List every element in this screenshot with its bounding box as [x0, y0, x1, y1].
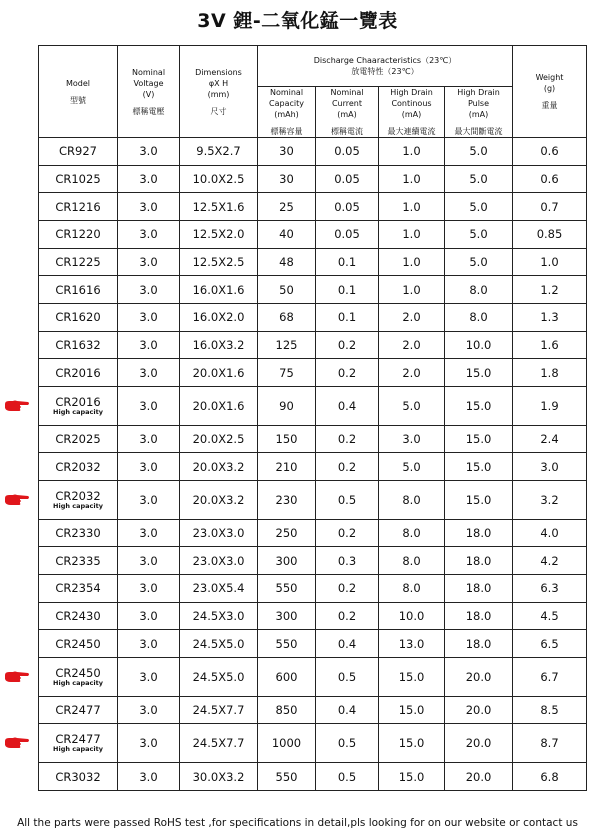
- capacity-cell: 25: [258, 193, 316, 221]
- current-cell: 0.2: [316, 331, 379, 359]
- table-row: [39, 724, 587, 763]
- continuous-cell: 1.0: [379, 248, 445, 276]
- table-row: [39, 696, 587, 724]
- table-body: [39, 138, 587, 791]
- column-header-en-line: Weight: [535, 73, 564, 82]
- continuous-cell: 5.0: [379, 386, 445, 425]
- dimensions-cell: 24.5X3.0: [180, 602, 258, 630]
- current-cell: 0.1: [316, 248, 379, 276]
- capacity-cell: 550: [258, 575, 316, 603]
- discharge-group-header: [258, 46, 513, 87]
- weight-cell: 0.7: [513, 193, 587, 221]
- table-row: [39, 547, 587, 575]
- capacity-cell: 300: [258, 602, 316, 630]
- continuous-cell: 2.0: [379, 359, 445, 387]
- table-row: [39, 480, 587, 519]
- column-header-en-line: Capacity: [269, 99, 304, 108]
- voltage-cell: 3.0: [118, 303, 180, 331]
- table-row: [39, 657, 587, 696]
- column-header-zh: 尺寸: [210, 106, 227, 116]
- voltage-cell: 3.0: [118, 220, 180, 248]
- column-header-en-line: Current: [331, 99, 363, 108]
- capacity-cell: 550: [258, 763, 316, 791]
- column-header-voltage: [118, 46, 180, 138]
- current-cell: 0.1: [316, 276, 379, 304]
- weight-cell: 6.8: [513, 763, 587, 791]
- dimensions-cell: 23.0X3.0: [180, 519, 258, 547]
- pulse-cell: 18.0: [445, 547, 513, 575]
- table-row: [39, 453, 587, 481]
- current-cell: 0.2: [316, 519, 379, 547]
- table-row: [39, 248, 587, 276]
- weight-cell: 1.0: [513, 248, 587, 276]
- table-header: [39, 46, 587, 138]
- model-name: CR2032: [55, 488, 101, 503]
- column-header-en-line: (mA): [468, 110, 489, 119]
- dimensions-cell: 24.5X7.7: [180, 724, 258, 763]
- capacity-cell: 50: [258, 276, 316, 304]
- dimensions-cell: 12.5X1.6: [180, 193, 258, 221]
- voltage-cell: 3.0: [118, 193, 180, 221]
- model-name: CR2032: [55, 459, 101, 474]
- current-cell: 0.2: [316, 425, 379, 453]
- pulse-cell: 15.0: [445, 453, 513, 481]
- model-name: CR1632: [55, 337, 101, 352]
- table-row: [39, 303, 587, 331]
- continuous-cell: 8.0: [379, 575, 445, 603]
- voltage-cell: 3.0: [118, 602, 180, 630]
- model-cell: [39, 331, 118, 359]
- column-header-en-line: Nominal: [330, 88, 364, 97]
- weight-cell: 8.5: [513, 696, 587, 724]
- weight-cell: 3.2: [513, 480, 587, 519]
- dimensions-cell: 9.5X2.7: [180, 138, 258, 166]
- weight-cell: 0.85: [513, 220, 587, 248]
- model-cell: [39, 276, 118, 304]
- model-name: CR2335: [55, 553, 101, 568]
- model-cell: [39, 657, 118, 696]
- voltage-cell: 3.0: [118, 359, 180, 387]
- weight-cell: 3.0: [513, 453, 587, 481]
- model-cell: [39, 425, 118, 453]
- continuous-cell: 15.0: [379, 696, 445, 724]
- header-row-group: [39, 46, 587, 87]
- column-header-zh: 型號: [70, 95, 86, 105]
- continuous-cell: 1.0: [379, 276, 445, 304]
- voltage-cell: 3.0: [118, 480, 180, 519]
- model-name: CR2430: [55, 608, 101, 623]
- pointing-hand-icon: [4, 670, 30, 684]
- current-cell: 0.2: [316, 602, 379, 630]
- model-name: CR2025: [55, 431, 101, 446]
- model-cell: [39, 519, 118, 547]
- pulse-cell: 15.0: [445, 386, 513, 425]
- pulse-cell: 20.0: [445, 657, 513, 696]
- model-cell: [39, 696, 118, 724]
- column-header-zh: 標稱電壓: [132, 106, 165, 116]
- column-header-en-line: Nominal: [131, 67, 166, 77]
- discharge-group-header-zh: 放電特性（23℃）: [351, 67, 419, 76]
- dimensions-cell: 24.5X5.0: [180, 630, 258, 658]
- voltage-cell: 3.0: [118, 575, 180, 603]
- dimensions-cell: 24.5X5.0: [180, 657, 258, 696]
- continuous-cell: 13.0: [379, 630, 445, 658]
- column-header-en-line: Continous: [391, 99, 432, 108]
- table-row: [39, 193, 587, 221]
- table-row: [39, 575, 587, 603]
- continuous-cell: 15.0: [379, 724, 445, 763]
- column-header-pulse: [445, 87, 513, 138]
- model-note: High capacity: [53, 745, 103, 754]
- dimensions-cell: 30.0X3.2: [180, 763, 258, 791]
- model-cell: [39, 630, 118, 658]
- model-cell: [39, 248, 118, 276]
- voltage-cell: 3.0: [118, 547, 180, 575]
- dimensions-cell: 20.0X3.2: [180, 480, 258, 519]
- table-row: [39, 630, 587, 658]
- weight-cell: 4.0: [513, 519, 587, 547]
- capacity-cell: 30: [258, 138, 316, 166]
- current-cell: 0.2: [316, 453, 379, 481]
- model-name: CR1616: [55, 282, 101, 297]
- current-cell: 0.05: [316, 165, 379, 193]
- model-name: CR2354: [55, 581, 101, 596]
- pulse-cell: 5.0: [445, 138, 513, 166]
- capacity-cell: 550: [258, 630, 316, 658]
- pulse-cell: 8.0: [445, 303, 513, 331]
- pulse-cell: 18.0: [445, 630, 513, 658]
- capacity-cell: 230: [258, 480, 316, 519]
- pulse-cell: 8.0: [445, 276, 513, 304]
- weight-cell: 4.2: [513, 547, 587, 575]
- current-cell: 0.5: [316, 480, 379, 519]
- pointing-hand-icon: [4, 736, 30, 750]
- model-note: High capacity: [53, 407, 103, 416]
- capacity-cell: 1000: [258, 724, 316, 763]
- model-cell: [39, 602, 118, 630]
- pulse-cell: 20.0: [445, 724, 513, 763]
- table-row: [39, 359, 587, 387]
- column-header-en-line: (mA): [401, 110, 422, 119]
- current-cell: 0.5: [316, 763, 379, 791]
- capacity-cell: 600: [258, 657, 316, 696]
- capacity-cell: 90: [258, 386, 316, 425]
- voltage-cell: 3.0: [118, 248, 180, 276]
- continuous-cell: 15.0: [379, 657, 445, 696]
- column-header-capacity: [258, 87, 316, 138]
- dimensions-cell: 16.0X3.2: [180, 331, 258, 359]
- model-name: CR1216: [55, 199, 101, 214]
- pulse-cell: 20.0: [445, 763, 513, 791]
- column-header-en-line: High Drain: [390, 88, 433, 97]
- column-header-en-line: (mm): [207, 89, 230, 99]
- model-cell: [39, 453, 118, 481]
- model-cell: [39, 193, 118, 221]
- weight-cell: 0.6: [513, 165, 587, 193]
- column-header-zh: 最大連續電流: [387, 127, 436, 136]
- capacity-cell: 75: [258, 359, 316, 387]
- dimensions-cell: 12.5X2.5: [180, 248, 258, 276]
- model-name: CR1620: [55, 310, 101, 325]
- voltage-cell: 3.0: [118, 724, 180, 763]
- table-row: [39, 331, 587, 359]
- capacity-cell: 850: [258, 696, 316, 724]
- table-row: [39, 386, 587, 425]
- current-cell: 0.5: [316, 657, 379, 696]
- model-note: High capacity: [53, 501, 103, 510]
- model-name: CR1220: [55, 227, 101, 242]
- dimensions-cell: 24.5X7.7: [180, 696, 258, 724]
- dimensions-cell: 16.0X1.6: [180, 276, 258, 304]
- column-header-zh: 標稱容量: [270, 127, 303, 136]
- dimensions-cell: 20.0X1.6: [180, 386, 258, 425]
- continuous-cell: 8.0: [379, 519, 445, 547]
- capacity-cell: 150: [258, 425, 316, 453]
- column-header-en-line: Model: [65, 78, 91, 88]
- page-title: 3V 鋰-二氧化錳一覽表: [197, 10, 398, 32]
- continuous-cell: 2.0: [379, 303, 445, 331]
- table-row: [39, 763, 587, 791]
- continuous-cell: 15.0: [379, 763, 445, 791]
- continuous-cell: 8.0: [379, 547, 445, 575]
- continuous-cell: 1.0: [379, 193, 445, 221]
- dimensions-cell: 20.0X3.2: [180, 453, 258, 481]
- column-header-en-line: High Drain: [457, 88, 500, 97]
- pulse-cell: 18.0: [445, 602, 513, 630]
- continuous-cell: 5.0: [379, 453, 445, 481]
- current-cell: 0.2: [316, 359, 379, 387]
- model-name: CR927: [59, 144, 97, 159]
- current-cell: 0.3: [316, 547, 379, 575]
- current-cell: 0.5: [316, 724, 379, 763]
- table-row: [39, 165, 587, 193]
- capacity-cell: 210: [258, 453, 316, 481]
- model-name: CR1025: [55, 171, 101, 186]
- voltage-cell: 3.0: [118, 696, 180, 724]
- model-note: High capacity: [53, 678, 103, 687]
- capacity-cell: 68: [258, 303, 316, 331]
- voltage-cell: 3.0: [118, 276, 180, 304]
- model-cell: [39, 165, 118, 193]
- dimensions-cell: 12.5X2.0: [180, 220, 258, 248]
- pulse-cell: 20.0: [445, 696, 513, 724]
- column-header-zh: 標稱電流: [331, 127, 363, 136]
- model-name: CR2016: [55, 365, 101, 380]
- pulse-cell: 15.0: [445, 359, 513, 387]
- voltage-cell: 3.0: [118, 331, 180, 359]
- column-header-en-line: Nominal: [269, 88, 304, 97]
- pulse-cell: 5.0: [445, 248, 513, 276]
- model-cell: [39, 724, 118, 763]
- weight-cell: 1.3: [513, 303, 587, 331]
- table-row: [39, 425, 587, 453]
- voltage-cell: 3.0: [118, 165, 180, 193]
- column-header-en-line: Pulse: [467, 99, 490, 108]
- pulse-cell: 18.0: [445, 575, 513, 603]
- column-header-dimensions: [180, 46, 258, 138]
- weight-cell: 6.5: [513, 630, 587, 658]
- model-name: CR1225: [55, 254, 101, 269]
- continuous-cell: 1.0: [379, 165, 445, 193]
- column-header-zh: 最大間斷電流: [454, 127, 503, 136]
- continuous-cell: 8.0: [379, 480, 445, 519]
- column-header-en-line: Voltage: [133, 78, 164, 88]
- column-header-zh: 重量: [541, 101, 558, 110]
- table-row: [39, 519, 587, 547]
- weight-cell: 6.7: [513, 657, 587, 696]
- column-header-en-line: φX H: [208, 78, 229, 88]
- column-header-current: [316, 87, 379, 138]
- continuous-cell: 1.0: [379, 220, 445, 248]
- current-cell: 0.1: [316, 303, 379, 331]
- current-cell: 0.4: [316, 630, 379, 658]
- current-cell: 0.4: [316, 696, 379, 724]
- pointing-hand-icon: [4, 493, 30, 507]
- column-header-en-line: Dimensions: [195, 67, 242, 77]
- model-cell: [39, 303, 118, 331]
- footer-note: All the parts were passed RoHS test ,for specifications in detail,pls looking for on our website or contact us: [17, 817, 578, 829]
- weight-cell: 1.8: [513, 359, 587, 387]
- discharge-group-header-en: Discharge Chaaracteristics（23℃）: [313, 56, 457, 65]
- weight-cell: 4.5: [513, 602, 587, 630]
- weight-cell: 1.2: [513, 276, 587, 304]
- current-cell: 0.05: [316, 138, 379, 166]
- table-row: [39, 220, 587, 248]
- column-header-en-line: (V): [142, 89, 155, 99]
- model-cell: [39, 138, 118, 166]
- voltage-cell: 3.0: [118, 763, 180, 791]
- pointing-hand-icon: [4, 399, 30, 413]
- model-cell: [39, 575, 118, 603]
- weight-cell: 2.4: [513, 425, 587, 453]
- dimensions-cell: 16.0X2.0: [180, 303, 258, 331]
- capacity-cell: 250: [258, 519, 316, 547]
- dimensions-cell: 23.0X5.4: [180, 575, 258, 603]
- voltage-cell: 3.0: [118, 453, 180, 481]
- dimensions-cell: 20.0X2.5: [180, 425, 258, 453]
- continuous-cell: 10.0: [379, 602, 445, 630]
- column-header-continuous: [379, 87, 445, 138]
- table-row: [39, 276, 587, 304]
- continuous-cell: 3.0: [379, 425, 445, 453]
- current-cell: 0.2: [316, 575, 379, 603]
- model-cell: [39, 386, 118, 425]
- model-name: CR3032: [55, 769, 101, 784]
- weight-cell: 8.7: [513, 724, 587, 763]
- model-name: CR2477: [55, 732, 101, 747]
- dimensions-cell: 20.0X1.6: [180, 359, 258, 387]
- pulse-cell: 5.0: [445, 220, 513, 248]
- continuous-cell: 2.0: [379, 331, 445, 359]
- continuous-cell: 1.0: [379, 138, 445, 166]
- capacity-cell: 30: [258, 165, 316, 193]
- voltage-cell: 3.0: [118, 138, 180, 166]
- pulse-cell: 15.0: [445, 425, 513, 453]
- capacity-cell: 300: [258, 547, 316, 575]
- voltage-cell: 3.0: [118, 630, 180, 658]
- column-header-en-line: (mAh): [274, 110, 299, 119]
- model-name: CR2016: [55, 394, 101, 409]
- table-row: [39, 138, 587, 166]
- model-cell: [39, 359, 118, 387]
- model-name: CR2450: [55, 665, 101, 680]
- capacity-cell: 40: [258, 220, 316, 248]
- model-name: CR2330: [55, 526, 101, 541]
- voltage-cell: 3.0: [118, 425, 180, 453]
- current-cell: 0.05: [316, 220, 379, 248]
- pulse-cell: 15.0: [445, 480, 513, 519]
- column-header-en-line: (g): [543, 84, 556, 93]
- weight-cell: 1.6: [513, 331, 587, 359]
- model-cell: [39, 763, 118, 791]
- table-row: [39, 602, 587, 630]
- current-cell: 0.05: [316, 193, 379, 221]
- dimensions-cell: 10.0X2.5: [180, 165, 258, 193]
- battery-spec-table: [38, 45, 587, 791]
- pulse-cell: 10.0: [445, 331, 513, 359]
- voltage-cell: 3.0: [118, 519, 180, 547]
- model-name: CR2477: [55, 703, 101, 718]
- dimensions-cell: 23.0X3.0: [180, 547, 258, 575]
- column-header-weight: [513, 46, 587, 138]
- capacity-cell: 125: [258, 331, 316, 359]
- weight-cell: 6.3: [513, 575, 587, 603]
- current-cell: 0.4: [316, 386, 379, 425]
- pulse-cell: 5.0: [445, 193, 513, 221]
- voltage-cell: 3.0: [118, 386, 180, 425]
- voltage-cell: 3.0: [118, 657, 180, 696]
- model-cell: [39, 220, 118, 248]
- pulse-cell: 18.0: [445, 519, 513, 547]
- column-header-model: [39, 46, 118, 138]
- model-cell: [39, 480, 118, 519]
- pulse-cell: 5.0: [445, 165, 513, 193]
- column-header-en-line: (mA): [337, 110, 357, 119]
- weight-cell: 0.6: [513, 138, 587, 166]
- model-cell: [39, 547, 118, 575]
- model-name: CR2450: [55, 636, 101, 651]
- weight-cell: 1.9: [513, 386, 587, 425]
- capacity-cell: 48: [258, 248, 316, 276]
